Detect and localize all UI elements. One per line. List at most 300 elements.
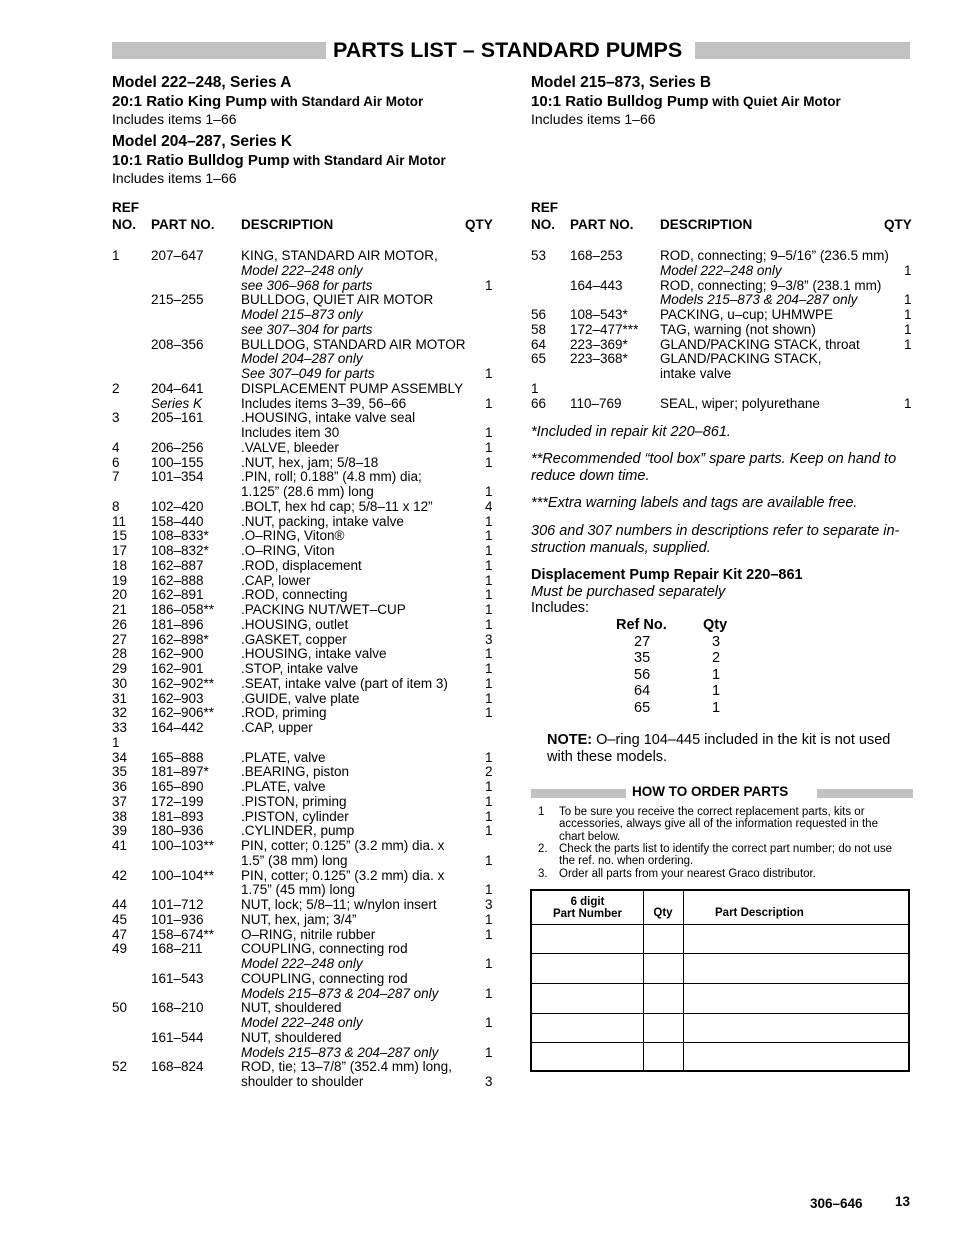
table-row: [112, 307, 502, 322]
cell-part: 108–543*: [570, 307, 628, 322]
cell-desc: .ROD, priming: [241, 705, 327, 721]
table-row: [112, 971, 502, 986]
table-row: [112, 853, 502, 868]
table-row: [531, 263, 921, 278]
cell-part: 162–901: [151, 661, 204, 676]
cell-desc: 1.75” (45 mm) long: [241, 882, 356, 898]
table-row: [531, 307, 921, 322]
cell-desc: intake valve: [660, 366, 732, 381]
cell-ref: 50: [112, 1000, 128, 1016]
cell-desc: see 306–968 for parts: [241, 277, 373, 293]
model-sub-3-main: 10:1 Ratio Bulldog Pump: [531, 93, 709, 110]
cell-desc: NUT, shouldered: [241, 1029, 342, 1045]
table-row: [112, 248, 502, 263]
cell-ref: 47: [112, 926, 128, 942]
kit-col-qty: Qty: [703, 617, 728, 633]
cell-desc: see 307–304 for parts: [241, 321, 373, 337]
cell-ref: 1: [112, 248, 120, 263]
cell-desc: .PISTON, priming: [241, 793, 347, 809]
cell-desc: .BOLT, hex hd cap; 5/8–11 x 12”: [241, 498, 433, 514]
page-title: PARTS LIST – STANDARD PUMPS: [333, 38, 683, 62]
cell-part: 100–103**: [151, 838, 215, 853]
cell-part: 100–104**: [151, 867, 215, 883]
kit-note-text: O–ring 104–445 included in the kit is not used with these models.: [547, 732, 891, 765]
cell-qty: 1: [904, 321, 912, 337]
cell-part: 102–420: [151, 498, 204, 514]
cell-part: 168–210: [151, 1000, 204, 1016]
cell-part: 164–442: [151, 720, 204, 735]
table-row: [112, 322, 502, 337]
cell-ref: 27: [112, 631, 128, 647]
cell-part: 101–936: [151, 911, 204, 927]
cell-qty: 1: [485, 439, 493, 455]
left-col-ref-top: REF: [112, 200, 139, 215]
cell-qty: 1: [485, 587, 493, 603]
model-sub-3-small: with Quiet Air Motor: [708, 94, 841, 109]
cell-part: 162–902**: [151, 675, 215, 691]
table-row: [112, 573, 502, 588]
cell-ref: 6: [112, 454, 120, 470]
right-col-part: PART NO.: [570, 217, 634, 232]
cell-part: 186–058**: [151, 602, 215, 617]
cell-ref: 30: [112, 675, 128, 691]
order-hline-2: [532, 953, 908, 954]
cell-part: 162–906**: [151, 705, 215, 721]
table-row: [531, 292, 921, 307]
table-row: [112, 750, 502, 765]
cell-part: 206–256: [151, 439, 204, 455]
footnote-2: **Recommended “tool box” spare parts. Keep on hand to reduce down time.: [531, 451, 897, 484]
cell-desc: ROD, connecting; 9–3/8” (238.1 mm): [660, 277, 882, 293]
kit-ref: 65: [634, 699, 651, 716]
table-row: [112, 455, 502, 470]
cell-desc: NUT, lock; 5/8–11; w/nylon insert: [241, 897, 437, 912]
cell-qty: 1: [485, 484, 493, 499]
cell-part: 165–890: [151, 779, 204, 794]
table-row: [112, 956, 502, 971]
cell-desc: KING, STANDARD AIR MOTOR,: [241, 248, 438, 263]
cell-ref: 28: [112, 646, 128, 662]
cell-ref: 20: [112, 587, 128, 603]
cell-ref: 53: [531, 248, 547, 263]
left-col-ref: NO.: [112, 217, 137, 232]
cell-desc: 1.5” (38 mm) long: [241, 852, 348, 868]
cell-ref: 19: [112, 572, 128, 588]
order-step-text: the ref. no. when ordering.: [559, 855, 694, 868]
cell-ref: 11: [112, 513, 127, 529]
table-row: [531, 381, 921, 396]
table-row: [112, 809, 502, 824]
cell-qty: 1: [485, 956, 493, 971]
table-row: [112, 366, 502, 381]
kit-note: [547, 732, 917, 765]
model-includes-1: Includes items 1–66: [112, 111, 237, 127]
cell-desc: 1.125” (28.6 mm) long: [241, 484, 374, 499]
table-row: [531, 248, 921, 263]
order-hline-4: [532, 1013, 908, 1014]
cell-ref: 45: [112, 911, 128, 927]
cell-desc: PIN, cotter; 0.125” (3.2 mm) dia. x: [241, 838, 445, 853]
order-vline-2: [683, 891, 684, 1070]
left-col-desc: DESCRIPTION: [241, 217, 334, 232]
table-row: [112, 735, 502, 750]
cell-part: 161–544: [151, 1029, 204, 1045]
kit-note-label: NOTE:: [547, 732, 593, 748]
cell-desc: ROD, tie; 13–7/8” (352.4 mm) long,: [241, 1059, 452, 1075]
cell-ref: 3: [112, 410, 120, 426]
cell-desc: .HOUSING, intake valve seal: [241, 410, 416, 426]
cell-desc: Model 215–873 only: [241, 307, 363, 322]
table-row: [112, 337, 502, 352]
cell-ref: 1: [531, 380, 539, 396]
cell-qty: 1: [485, 985, 493, 1001]
cell-ref: 7: [112, 469, 120, 485]
right-col-ref: NO.: [531, 217, 556, 232]
model-includes-3: Includes items 1–66: [531, 111, 656, 127]
order-steps: [538, 806, 908, 884]
cell-desc: SEAL, wiper; polyurethane: [660, 395, 820, 411]
cell-qty: 1: [485, 454, 493, 470]
order-head-part-line2: Part Number: [552, 908, 623, 920]
model-sub-2-main: 10:1 Ratio Bulldog Pump: [112, 152, 290, 169]
cell-qty: 1: [485, 852, 493, 868]
order-step-text: accessories, always give all of the information requested in the: [559, 818, 878, 831]
cell-qty: 1: [485, 1044, 493, 1060]
cell-qty: 1: [485, 646, 493, 662]
cell-desc: Models 215–873 & 204–287 only: [241, 1044, 439, 1060]
cell-qty: 1: [904, 292, 912, 308]
cell-ref: 38: [112, 808, 128, 824]
table-row: [531, 322, 921, 337]
cell-desc: .CAP, upper: [241, 720, 313, 735]
cell-qty: 1: [485, 572, 493, 588]
cell-part: 208–356: [151, 336, 204, 352]
cell-part: 168–211: [151, 941, 203, 957]
kit-qty: 1: [712, 683, 721, 699]
cell-desc: See 307–049 for parts: [241, 366, 375, 381]
kit-title: Displacement Pump Repair Kit 220–861: [531, 567, 803, 583]
cell-desc: .PLATE, valve: [241, 749, 326, 765]
cell-part: 181–896: [151, 616, 204, 632]
cell-qty: 1: [904, 262, 912, 278]
cell-desc: .GASKET, copper: [241, 631, 347, 647]
cell-part: 162–900: [151, 646, 204, 662]
cell-ref: 32: [112, 705, 128, 721]
cell-qty: 1: [485, 395, 493, 411]
cell-part: Series K: [151, 395, 203, 411]
kit-includes: Includes:: [531, 600, 590, 616]
cell-desc: .CYLINDER, pump: [241, 823, 355, 839]
cell-ref: 31: [112, 690, 128, 706]
cell-desc: PIN, cotter; 0.125” (3.2 mm) dia. x: [241, 867, 445, 883]
order-title: HOW TO ORDER PARTS: [632, 784, 789, 799]
cell-qty: 1: [485, 779, 493, 794]
cell-desc: .O–RING, Viton®: [241, 528, 345, 544]
table-row: [112, 1015, 502, 1030]
cell-part: 162–888: [151, 572, 204, 588]
cell-ref: 15: [112, 528, 128, 544]
order-head-qty: Qty: [653, 907, 673, 919]
table-row: [112, 868, 502, 883]
model-sub-2-small: with Standard Air Motor: [289, 153, 446, 168]
cell-desc: DISPLACEMENT PUMP ASSEMBLY: [241, 380, 464, 396]
cell-ref: 36: [112, 779, 128, 794]
table-row: [112, 528, 502, 543]
cell-qty: 4: [485, 498, 493, 514]
cell-ref: 56: [531, 307, 547, 322]
cell-qty: 1: [485, 705, 493, 721]
order-step-text: To be sure you receive the correct replacement parts, kits or: [559, 806, 865, 818]
cell-qty: 1: [485, 425, 493, 440]
cell-part: 204–641: [151, 380, 204, 396]
cell-ref: 2: [112, 380, 120, 396]
cell-ref: 8: [112, 498, 120, 514]
cell-qty: 1: [485, 661, 493, 676]
kit-qty: 3: [712, 633, 721, 650]
cell-qty: 1: [485, 823, 493, 839]
model-sub-1: [112, 93, 423, 110]
right-parts-table: [531, 248, 921, 418]
table-row: [112, 587, 502, 602]
order-step-number: 1: [538, 806, 545, 818]
cell-part: 158–674**: [151, 926, 215, 942]
cell-ref: 34: [112, 749, 128, 765]
cell-qty: 1: [485, 808, 493, 824]
table-row: [112, 499, 502, 514]
table-row: [112, 617, 502, 632]
cell-desc: Model 222–248 only: [660, 262, 782, 278]
cell-desc: .VALVE, bleeder: [241, 439, 339, 455]
cell-desc: Includes item 30: [241, 425, 340, 440]
table-row: [112, 912, 502, 927]
cell-ref: 66: [531, 395, 547, 411]
cell-desc: Models 215–873 & 204–287 only: [660, 292, 858, 308]
table-row: [112, 897, 502, 912]
cell-ref: 17: [112, 543, 128, 558]
table-row: [112, 396, 502, 411]
cell-ref: 26: [112, 616, 128, 632]
table-row: [112, 764, 502, 779]
kit-ref: 64: [634, 683, 651, 699]
table-row: [112, 1045, 502, 1060]
model-sub-1-main: 20:1 Ratio King Pump: [112, 93, 268, 110]
cell-qty: 1: [485, 616, 493, 632]
table-row: [112, 278, 502, 293]
footnote-3: ***Extra warning labels and tags are available free.: [531, 495, 858, 511]
table-row: [112, 263, 502, 278]
model-heading-3: Model 215–873, Series B: [531, 74, 712, 91]
cell-desc: .PIN, roll; 0.188” (4.8 mm) dia;: [241, 469, 422, 485]
table-row: [531, 337, 921, 352]
cell-part: 108–833*: [151, 528, 209, 544]
table-row: [112, 1074, 502, 1089]
kit-qty: 1: [712, 699, 721, 716]
cell-desc: Model 204–287 only: [241, 351, 363, 367]
table-row: [531, 278, 921, 293]
right-col-ref-top: REF: [531, 200, 558, 215]
cell-part: 100–155: [151, 454, 204, 470]
cell-part: 165–888: [151, 749, 204, 765]
cell-qty: 1: [904, 336, 912, 352]
table-row: [112, 794, 502, 809]
cell-desc: .NUT, hex, jam; 5/8–18: [241, 454, 379, 470]
cell-part: 158–440: [151, 513, 204, 529]
cell-desc: Model 222–248 only: [241, 262, 363, 278]
order-step-number: 3.: [538, 867, 548, 880]
cell-ref: 42: [112, 867, 128, 883]
cell-desc: GLAND/PACKING STACK,: [660, 351, 822, 367]
table-row: [112, 543, 502, 558]
model-sub-3: [531, 93, 841, 110]
order-step-text: chart below.: [559, 830, 621, 843]
table-row: [112, 602, 502, 617]
cell-desc: .PLATE, valve: [241, 779, 326, 794]
table-row: [112, 986, 502, 1001]
order-bar-left: [531, 789, 626, 798]
table-row: [531, 351, 921, 366]
footnote-1: *Included in repair kit 220–861.: [531, 424, 731, 440]
order-hline-5: [532, 1042, 908, 1043]
cell-qty: 3: [485, 1074, 493, 1089]
kit-table: [616, 617, 736, 717]
cell-part: 164–443: [570, 277, 623, 293]
kit-qty: 2: [712, 650, 721, 666]
table-row: [112, 720, 502, 735]
cell-desc: Includes items 3–39, 56–66: [241, 395, 407, 411]
cell-qty: 1: [485, 926, 493, 942]
cell-ref: 21: [112, 602, 128, 617]
cell-ref: 1: [112, 734, 120, 750]
cell-qty: 1: [485, 749, 493, 765]
kit-col-ref: Ref No.: [616, 617, 667, 633]
table-row: [531, 396, 921, 411]
cell-desc: .PISTON, cylinder: [241, 808, 349, 824]
cell-ref: 52: [112, 1059, 128, 1075]
order-step-text: Check the parts list to identify the correct part number; do not use: [559, 842, 893, 855]
cell-desc: COUPLING, connecting rod: [241, 970, 408, 986]
cell-desc: Model 222–248 only: [241, 1015, 363, 1030]
cell-ref: 29: [112, 661, 128, 676]
order-hline-3: [532, 983, 908, 984]
table-row: [112, 558, 502, 573]
cell-desc: TAG, warning (not shown): [660, 321, 816, 337]
order-step-number: 2.: [538, 842, 548, 855]
cell-part: 181–897*: [151, 764, 209, 780]
cell-desc: GLAND/PACKING STACK, throat: [660, 336, 860, 352]
cell-ref: 49: [112, 941, 128, 957]
cell-qty: 1: [485, 793, 493, 809]
cell-ref: 64: [531, 336, 547, 352]
cell-qty: 2: [485, 764, 493, 780]
cell-ref: 41: [112, 838, 128, 853]
table-row: [531, 366, 921, 381]
cell-part: 223–368*: [570, 351, 628, 367]
cell-desc: .ROD, displacement: [241, 557, 362, 573]
left-parts-table: [112, 248, 502, 1098]
order-bar-right: [817, 789, 913, 798]
cell-desc: Models 215–873 & 204–287 only: [241, 985, 439, 1001]
cell-part: 162–898*: [151, 631, 209, 647]
cell-qty: 1: [485, 1015, 493, 1030]
order-head-part-line1: 6 digit: [570, 896, 605, 908]
cell-part: 162–891: [151, 587, 204, 603]
table-row: [112, 1030, 502, 1045]
order-head-desc: Part Description: [715, 907, 804, 919]
table-row: [112, 514, 502, 529]
table-row: [112, 440, 502, 455]
cell-part: 172–477***: [570, 321, 639, 337]
cell-qty: 1: [485, 513, 493, 529]
table-row: [112, 410, 502, 425]
cell-desc: .SEAT, intake valve (part of item 3): [241, 675, 448, 691]
cell-qty: 1: [904, 395, 912, 411]
cell-qty: 1: [485, 690, 493, 706]
cell-ref: 65: [531, 351, 547, 367]
cell-qty: 1: [485, 528, 493, 544]
cell-qty: 1: [485, 911, 493, 927]
cell-part: 205–161: [151, 410, 204, 426]
cell-desc: O–RING, nitrile rubber: [241, 926, 376, 942]
page-number: 13: [895, 1194, 911, 1209]
order-form-table: [530, 889, 910, 1072]
cell-desc: PACKING, u–cup; UHMWPE: [660, 307, 834, 322]
right-col-qty: QTY: [884, 217, 912, 232]
cell-desc: NUT, shouldered: [241, 1000, 342, 1016]
order-head-part: [532, 896, 643, 920]
model-heading-2: Model 204–287, Series K: [112, 133, 293, 150]
table-row: [112, 351, 502, 366]
cell-part: 215–255: [151, 292, 204, 308]
table-row: [112, 691, 502, 706]
cell-qty: 1: [485, 366, 493, 381]
kit-subtitle: Must be purchased separately: [531, 584, 726, 600]
left-col-qty: QTY: [465, 217, 493, 232]
cell-ref: 58: [531, 321, 547, 337]
kit-ref: 27: [634, 633, 651, 650]
cell-desc: COUPLING, connecting rod: [241, 941, 408, 957]
cell-desc: .HOUSING, outlet: [241, 616, 349, 632]
cell-qty: 1: [485, 675, 493, 691]
cell-desc: .BEARING, piston: [241, 764, 350, 780]
cell-part: 207–647: [151, 248, 204, 263]
cell-part: 108–832*: [151, 543, 209, 558]
cell-ref: 18: [112, 557, 128, 573]
cell-qty: 1: [485, 602, 493, 617]
right-col-desc: DESCRIPTION: [660, 217, 753, 232]
cell-qty: 1: [485, 882, 493, 898]
table-row: [112, 646, 502, 661]
cell-desc: .O–RING, Viton: [241, 543, 335, 558]
cell-desc: .NUT, packing, intake valve: [241, 513, 404, 529]
table-row: [112, 676, 502, 691]
cell-qty: 1: [485, 277, 493, 293]
cell-qty: 3: [485, 631, 493, 647]
order-step-text: Order all parts from your nearest Graco distributor.: [559, 867, 816, 880]
table-row: [112, 1000, 502, 1015]
cell-part: 110–769: [570, 395, 622, 411]
cell-desc: .HOUSING, intake valve: [241, 646, 387, 662]
table-row: [112, 927, 502, 942]
cell-part: 168–253: [570, 248, 623, 263]
model-sub-2: [112, 152, 446, 169]
table-row: [112, 381, 502, 396]
model-sub-1-small: with Standard Air Motor: [267, 94, 424, 109]
table-row: [112, 823, 502, 838]
cell-part: 223–369*: [570, 336, 628, 352]
cell-part: 172–199: [151, 793, 204, 809]
table-row: [112, 469, 502, 484]
cell-desc: ROD, connecting; 9–5/16” (236.5 mm): [660, 248, 889, 263]
